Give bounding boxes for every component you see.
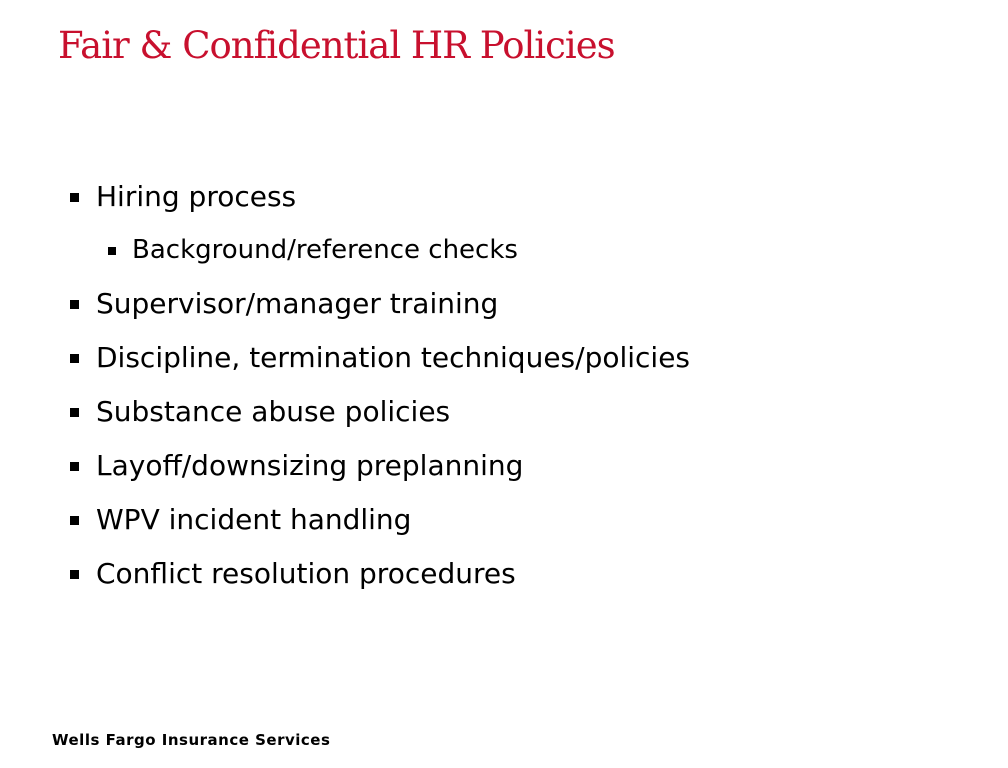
bullet-marker-icon: [70, 570, 79, 579]
bullet-item: [96, 287, 499, 320]
bullet-text: Layoff/downsizing preplanning: [96, 449, 524, 482]
bullet-text: Background/reference checks: [132, 235, 518, 265]
bullet-marker-icon: [70, 408, 79, 417]
footer-company-name: Wells Fargo Insurance Services: [52, 731, 331, 749]
bullet-text: WPV incident handling: [96, 503, 412, 536]
bullet-marker-icon: [70, 193, 79, 202]
bullet-item: [96, 449, 524, 482]
bullet-item: [96, 503, 412, 536]
bullet-item: [96, 341, 691, 374]
bullet-marker-icon: [70, 462, 79, 471]
bullet-item: [96, 395, 451, 428]
bullet-item: [96, 557, 516, 590]
bullet-text: Conflict resolution procedures: [96, 557, 516, 590]
bullet-text: Substance abuse policies: [96, 395, 451, 428]
slide-title: Fair & Confidential HR Policies: [58, 24, 615, 67]
sub-bullet-item: [132, 237, 518, 263]
bullet-marker-icon: [70, 354, 79, 363]
bullet-marker-icon: [108, 247, 116, 255]
bullet-item: [96, 180, 297, 213]
bullet-marker-icon: [70, 300, 79, 309]
bullet-text: Discipline, termination techniques/policies: [96, 341, 691, 374]
bullet-text: Supervisor/manager training: [96, 287, 499, 320]
bullet-text: Hiring process: [96, 180, 297, 213]
bullet-marker-icon: [70, 516, 79, 525]
